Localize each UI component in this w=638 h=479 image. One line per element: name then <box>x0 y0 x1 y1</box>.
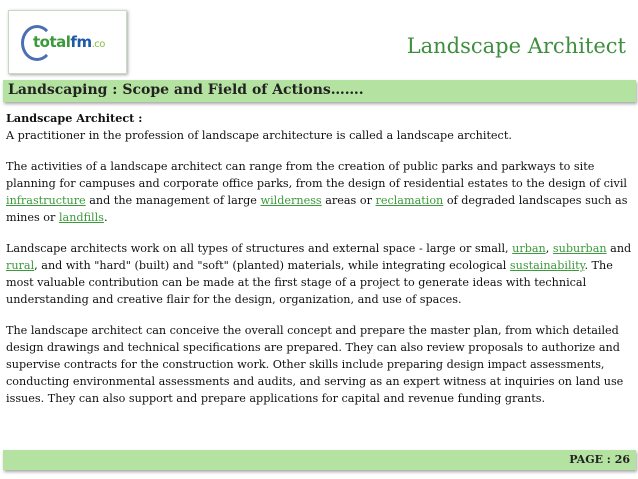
link-urban[interactable]: urban <box>512 242 546 255</box>
link-suburban[interactable]: suburban <box>552 242 607 255</box>
body-content <box>6 110 632 421</box>
link-landfills[interactable]: landfills <box>58 211 104 224</box>
link-infrastructure[interactable]: infrastructure <box>6 194 86 207</box>
link-sustainability[interactable]: sustainability <box>509 259 585 272</box>
definition-text: A practitioner in the profession of landscape architecture is called a landscape architect. <box>6 129 512 142</box>
logo-text: totalfm.co <box>33 33 105 51</box>
section-header-bar <box>3 80 636 102</box>
structures-paragraph: Landscape architects work on all types of structures and external space - large or small, urban, suburban and rural, and with "hard" (built) and "soft" (planted) materials, while integrating ecological sustainability. The most valuable contribution can be made at the first stage of a project to generate ideas with technical understanding and creative flair for the design, organization, and use of spaces. <box>6 242 632 306</box>
page-title: Landscape Architect <box>406 34 626 58</box>
logo <box>8 10 127 74</box>
definition-heading: Landscape Architect : <box>6 111 143 125</box>
page-number: PAGE : 26 <box>569 453 630 466</box>
link-wilderness[interactable]: wilderness <box>260 194 322 207</box>
master-plan-paragraph: The landscape architect can conceive the overall concept and prepare the master plan, from which detailed design drawings and technical specifications are prepared. They can also review proposals to authorize and supervise contracts for the construction work. Other skills include preparing design impact assessments, conducting environmental assessments and audits, and serving as an expert witness at inquiries on land use issues. They can also support and prepare applications for capital and revenue funding grants. <box>6 324 624 405</box>
definition-paragraph <box>6 110 632 144</box>
link-reclamation[interactable]: reclamation <box>375 194 444 207</box>
activities-paragraph: The activities of a landscape architect can range from the creation of public parks and parkways to site planning for campuses and corporate office parks, from the design of residential estates to the design of civil infrastructure and the management of large wilderness areas or reclamation of degraded landscapes such as mines or landfills. <box>6 160 628 224</box>
section-heading: Landscaping : Scope and Field of Actions……. <box>8 82 364 98</box>
footer-bar <box>3 450 636 470</box>
link-rural[interactable]: rural <box>6 259 35 272</box>
